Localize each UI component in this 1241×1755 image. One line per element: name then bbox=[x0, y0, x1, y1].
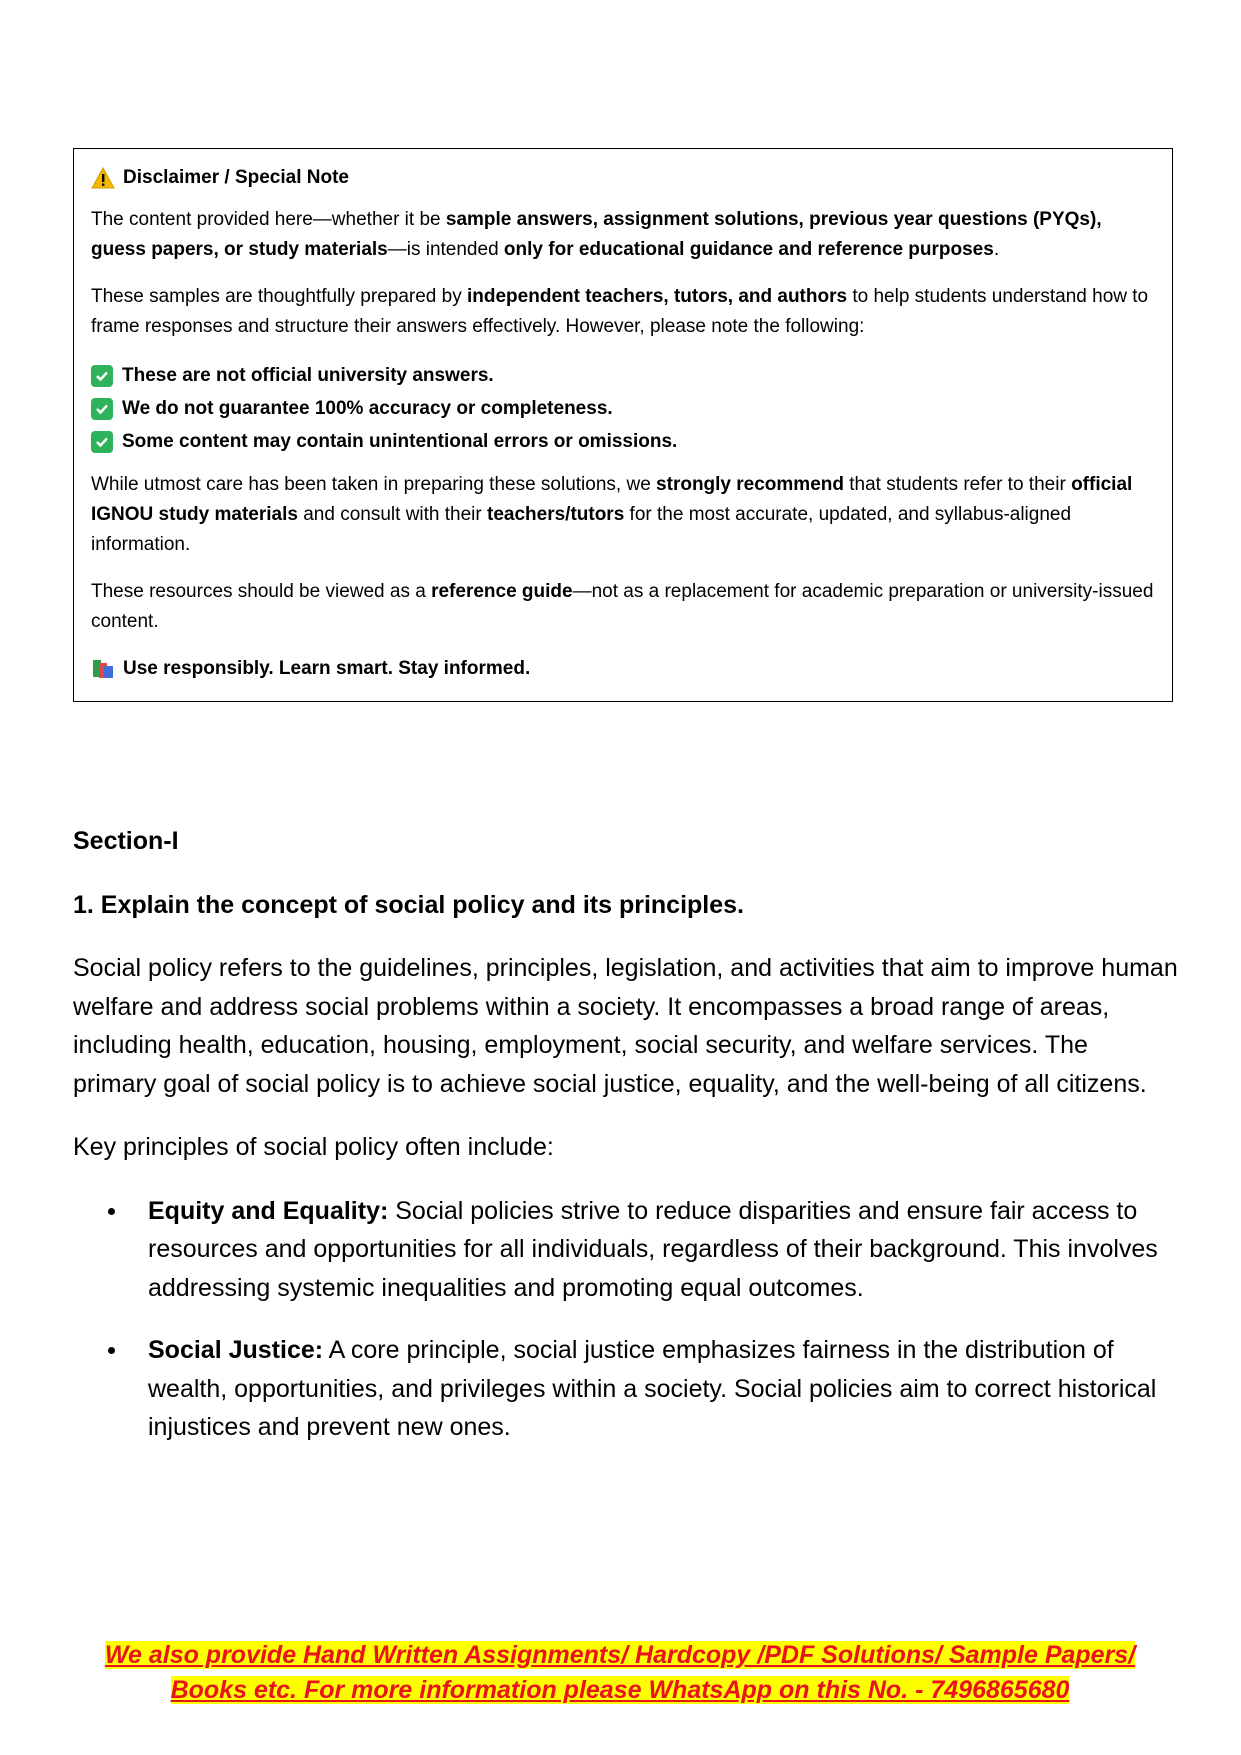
check-icon bbox=[91, 431, 113, 453]
books-icon bbox=[91, 658, 115, 680]
disclaimer-paragraph-3 bbox=[91, 470, 1155, 560]
section-heading: Section-I bbox=[73, 827, 179, 855]
bold-text: official IGNOU study materials bbox=[91, 474, 1133, 525]
disclaimer-checklist bbox=[91, 359, 1155, 458]
disclaimer-title: Disclaimer / Special Note bbox=[123, 167, 349, 188]
checklist-item-text: These are not official university answers. bbox=[122, 364, 494, 386]
disclaimer-footer-row bbox=[91, 654, 1155, 684]
text-run: . bbox=[993, 239, 1000, 260]
checklist-item-text: Some content may contain unintentional errors or omissions. bbox=[122, 430, 678, 452]
text-run: to help students understand how to frame responses and structure their answers effectively. However, please note the following: bbox=[91, 286, 1149, 337]
list-item bbox=[73, 1192, 1178, 1308]
disclaimer-paragraph-2 bbox=[91, 282, 1155, 342]
bold-text: reference guide bbox=[431, 581, 573, 602]
text-run: While utmost care has been taken in preparing these solutions, we bbox=[91, 474, 657, 495]
warning-icon bbox=[91, 167, 115, 189]
bold-text: strongly recommend bbox=[656, 474, 844, 495]
bold-text: only for educational guidance and reference purposes bbox=[503, 239, 994, 260]
bold-text: independent teachers, tutors, and authors bbox=[467, 286, 848, 307]
list-item-term: Social Justice: bbox=[148, 1336, 324, 1364]
check-icon bbox=[91, 365, 113, 387]
question-heading: 1. Explain the concept of social policy and its principles. bbox=[73, 890, 744, 919]
checklist-item bbox=[91, 392, 1155, 425]
promo-banner bbox=[70, 1638, 1170, 1708]
promo-line-1: We also provide Hand Written Assignments/ Hardcopy /PDF Solutions/ Sample Papers/ bbox=[104, 1641, 1136, 1669]
text-run: —is intended bbox=[387, 239, 504, 260]
bullet-dot bbox=[108, 1347, 115, 1354]
intro-paragraph: Social policy refers to the guidelines, principles, legislation, and activities that aim to improve human welfare and address social problems within a society. It encompasses a broad range of areas, including health, education, housing, employment, social security, and welfare services. The primary goal of social policy is to achieve social justice, equality, and the well-being of all citizens. bbox=[73, 954, 1178, 1098]
text-run: and consult with their bbox=[297, 504, 487, 525]
text-run: These samples are thoughtfully prepared by bbox=[91, 286, 467, 307]
promo-line-2: Books etc. For more information please WhatsApp on this No. - 7496865680 bbox=[170, 1676, 1070, 1704]
list-item bbox=[73, 1331, 1178, 1447]
text-run: —not as a replacement for academic preparation or university-issued content. bbox=[91, 581, 1154, 632]
lead-paragraph: Key principles of social policy often include: bbox=[73, 1133, 554, 1161]
disclaimer-footer-text: Use responsibly. Learn smart. Stay informed. bbox=[123, 658, 531, 679]
list-item-text: A core principle, social justice emphasizes fairness in the distribution of wealth, opportunities, and privileges within a society. Social policies aim to correct historical injustices and prevent new ones. bbox=[148, 1336, 1157, 1441]
answer-content bbox=[73, 822, 1178, 1471]
disclaimer-title-row bbox=[91, 163, 1155, 193]
principles-list bbox=[73, 1192, 1178, 1447]
bullet-dot bbox=[108, 1208, 115, 1215]
text-run: that students refer to their bbox=[843, 474, 1072, 495]
text-run: The content provided here—whether it be bbox=[91, 209, 446, 230]
list-item-term: Equity and Equality: bbox=[148, 1196, 389, 1225]
disclaimer-paragraph-1 bbox=[91, 205, 1155, 265]
disclaimer-box bbox=[73, 148, 1173, 702]
check-icon bbox=[91, 398, 113, 420]
bold-text: teachers/tutors bbox=[487, 504, 625, 525]
checklist-item bbox=[91, 359, 1155, 392]
disclaimer-paragraph-4 bbox=[91, 577, 1155, 637]
bold-text: sample answers, assignment solutions, previous year questions (PYQs), guess papers, or study materials bbox=[91, 209, 1102, 260]
list-item-text: Social policies strive to reduce disparities and ensure fair access to resources and opportunities for all individuals, regardless of their background. This involves addressing systemic inequalities and promoting equal outcomes. bbox=[148, 1196, 1158, 1302]
checklist-item bbox=[91, 425, 1155, 458]
checklist-item-text: We do not guarantee 100% accuracy or completeness. bbox=[122, 397, 613, 419]
text-run: for the most accurate, updated, and syllabus-aligned information. bbox=[91, 504, 1072, 555]
text-run: These resources should be viewed as a bbox=[91, 581, 432, 602]
